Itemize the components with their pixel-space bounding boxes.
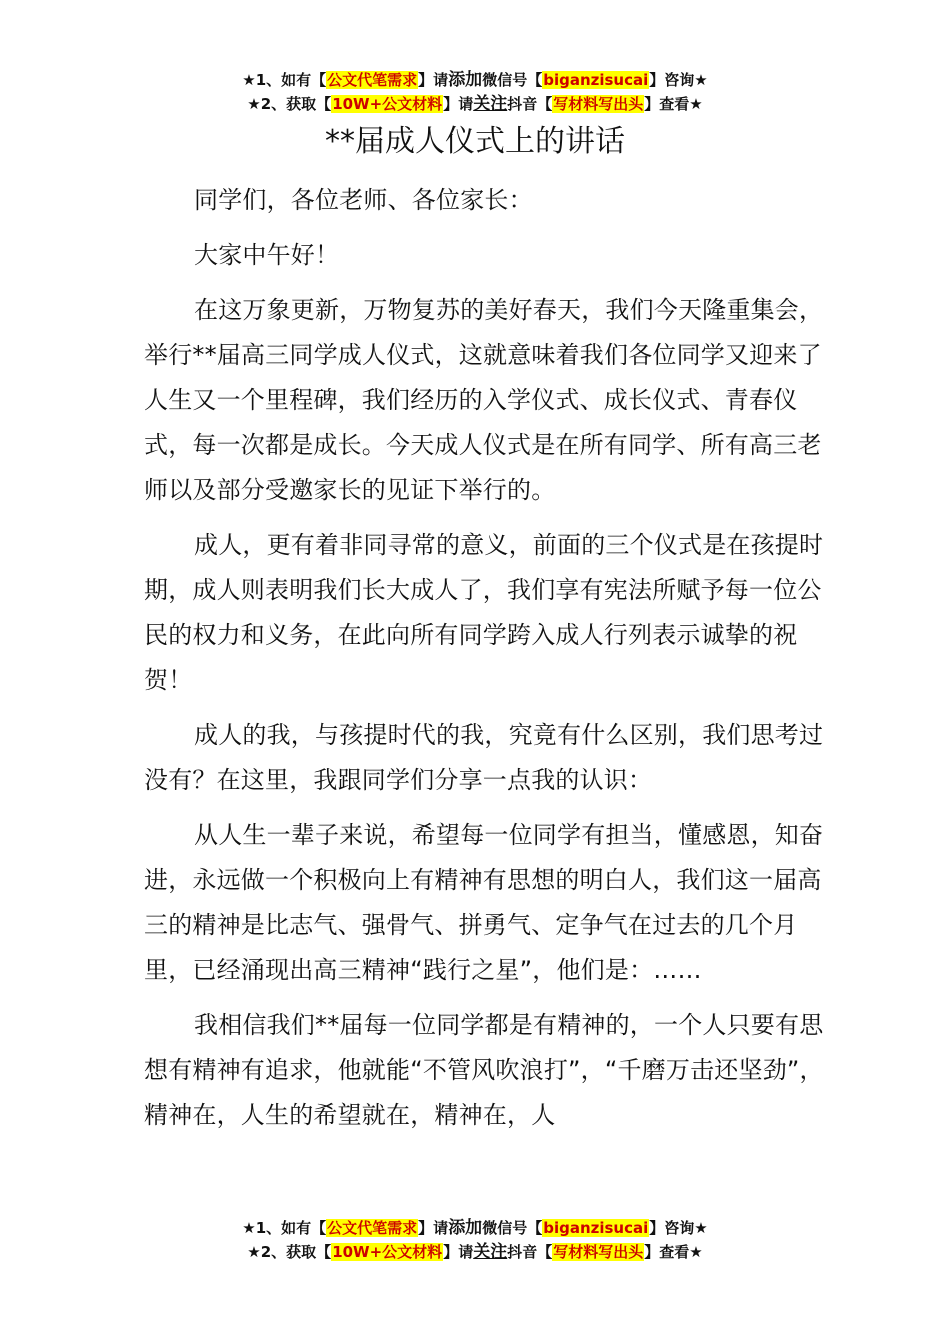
document-body	[144, 178, 834, 1138]
banner-line-2	[0, 1240, 950, 1264]
banner-highlight: 写材料写出头	[553, 1243, 644, 1261]
banner-emphasis: 关注	[473, 1242, 508, 1262]
paragraph: 成人，更有着非同寻常的意义，前面的三个仪式是在孩提时期，成人则表明我们长大成人了，我们享有宪法所赋予每一位公民的权力和义务，在此向所有同学跨入成人行列表示诚挚的祝贺！	[144, 531, 824, 694]
paragraph: 在这万象更新，万物复苏的美好春天，我们今天隆重集会，举行**届高三同学成人仪式，这就意味着我们各位同学又迎来了人生又一个里程碑，我们经历的入学仪式、成长仪式、青春仪式，每一次都是成长。今天成人仪式是在所有同学、所有高三老师以及部分受邀家长的见证下举行的。	[144, 296, 824, 504]
banner-highlight: biganzisucai	[543, 1219, 649, 1237]
header-banner	[0, 68, 950, 116]
banner-text: 】请	[443, 1243, 474, 1261]
banner-text: 】查看★	[644, 95, 703, 113]
banner-text: 微信号【	[482, 1219, 543, 1237]
banner-text: 】查看★	[644, 1243, 703, 1261]
banner-text: ★1、如有【	[242, 1219, 327, 1237]
paragraph: 从人生一辈子来说，希望每一位同学有担当，懂感恩，知奋进，永远做一个积极向上有精神有思想的明白人，我们这一届高三的精神是比志气、强骨气、拼勇气、定争气在过去的几个月里，已经涌现出高三精神“践行之星”，他们是：……	[144, 821, 824, 984]
banner-text: ★2、获取【	[247, 95, 332, 113]
banner-highlight: 10W+公文材料	[332, 1243, 443, 1261]
banner-text: ★2、获取【	[247, 1243, 332, 1261]
banner-text: 】咨询★	[649, 71, 708, 89]
banner-text: 】咨询★	[649, 1219, 708, 1237]
document-title: **届成人仪式上的讲话	[325, 124, 625, 159]
banner-emphasis: 关注	[473, 94, 508, 114]
footer-banner	[0, 1216, 950, 1264]
banner-line-2	[0, 92, 950, 116]
banner-text: 抖音【	[507, 95, 553, 113]
paragraph: 我相信我们**届每一位同学都是有精神的，一个人只要有思想有精神有追求，他就能“不管风吹浪打”，“千磨万击还坚劲”，精神在，人生的希望就在，精神在，人	[144, 1011, 824, 1129]
banner-emphasis: 添加	[448, 70, 483, 90]
paragraph: 成人的我，与孩提时代的我，究竟有什么区别，我们思考过没有？在这里，我跟同学们分享一点我的认识：	[144, 721, 824, 794]
banner-text: 微信号【	[482, 71, 543, 89]
banner-text: 抖音【	[507, 1243, 553, 1261]
banner-highlight: biganzisucai	[543, 71, 649, 89]
banner-highlight: 公文代笔需求	[327, 1219, 418, 1237]
banner-highlight: 公文代笔需求	[327, 71, 418, 89]
salutation: 同学们，各位老师、各位家长：	[194, 186, 533, 214]
banner-text: 】请	[418, 1219, 449, 1237]
banner-text: 】请	[443, 95, 474, 113]
banner-text: 】请	[418, 71, 449, 89]
greeting: 大家中午好！	[194, 241, 340, 269]
banner-highlight: 写材料写出头	[553, 95, 644, 113]
banner-highlight: 10W+公文材料	[332, 95, 443, 113]
banner-line-1	[0, 68, 950, 92]
banner-text: ★1、如有【	[242, 71, 327, 89]
banner-emphasis: 添加	[448, 1218, 483, 1238]
banner-line-1	[0, 1216, 950, 1240]
